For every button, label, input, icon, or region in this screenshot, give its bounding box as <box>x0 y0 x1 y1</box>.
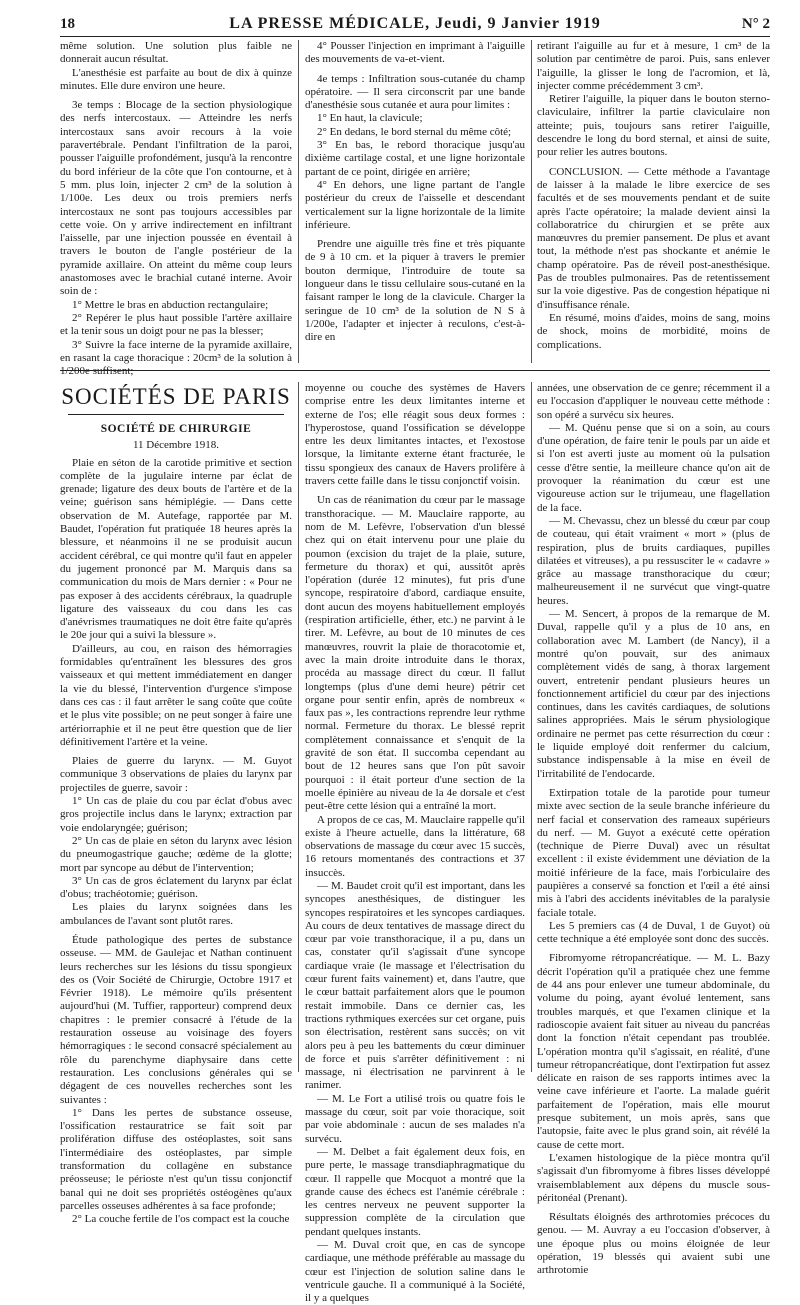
list-item: 3° Un cas de gros éclatement du larynx par éclat d'obus; trachéotomie; guérison. <box>60 874 292 901</box>
paragraph: — M. Le Fort a utilisé trois ou quatre fois le massage du cœur, soit par voie thoracique, soit par voie abdominale : aucun de ses malades n'a survécu. <box>305 1092 525 1145</box>
society-heading: SOCIÉTÉ DE CHIRURGIE <box>100 423 252 435</box>
paragraph: Prendre une aiguille très fine et très piquante de 9 à 10 cm. et la piquer à travers le premier bouton dermique, l'introduire de toute sa longueur dans le tissu cellulaire sous-cutané en la faisant ramper le long de la clavicule. Charger la seringue de 10 cm³ de la solution de N S à 1/200e, l'adapter et injecter à reculons, c'est-à-dire en <box>305 238 525 344</box>
list-item: 3° Suivre la face interne de la pyramide axillaire, en rasant la cage thoracique : 20cm³ de la solution à 1/200e suffisent; <box>60 338 292 378</box>
header-rule <box>60 36 770 37</box>
article-paragraph: Résultats éloignés des arthrotomies précoces du genou. — M. Auvray a eu l'occasion d'observer, à une époque plus ou moins éloignée de leur opération, 19 blessés qui avaient subi une arthrotomie <box>537 1211 770 1277</box>
list-item: 2° En dedans, le bord sternal du même côté; <box>317 125 512 138</box>
paragraph: — M. Quénu pense que si on a soin, au cours d'une opération, de faire tenir le pouls par un aide et si l'on est averti juste au moment où la pulsation cesse d'être sentie, la meilleure chance qu'on ait de provoquer la réanimation du cœur est une vigoureuse action sur le trijumeau, une flagellation de la face. <box>537 421 770 514</box>
column-divider <box>531 40 532 363</box>
paragraph: — M. Chevassu, chez un blessé du cœur par coup de couteau, qui était vraiment « mort » (plus de respiration, plus de bruits cardiaques, pupilles dilatées et vitreuses), a pu ressusciter le « cadavre » grâce au massage transthoracique du cœur; malheureusement il ne survécut que vingt-quatre heures. <box>537 514 770 607</box>
article-paragraph: Plaies de guerre du larynx. — M. Guyot communique 3 observations de plaies du larynx par projectiles de guerre, savoir : <box>60 755 292 794</box>
paragraph: 4e temps : Infiltration sous-cutanée du champ opératoire. — Il sera circonscrit par une bande d'anesthésie sous cutanée et aura pour limites : <box>305 72 525 112</box>
list-item: 4° Pousser l'injection en imprimant à l'aiguille des mouvements de va-et-vient. <box>305 40 525 66</box>
bottom-column-1 <box>60 382 292 1226</box>
list-item: 1° En haut, la clavicule; <box>317 112 423 125</box>
list-item: 3° En bas, le rebord thoracique jusqu'au dixième cartilage costal, et une ligne horizontale partant de ce point, dirigée en arrière; <box>305 139 525 178</box>
article-paragraph: Étude pathologique des pertes de substance osseuse. — MM. de Gaulejac et Nathan continuent leurs recherches sur les lésions du tissu spongieux des os (Voir Société de Chirurgie, Octobre 1917 et Février 1918). Le mémoire qu'ils présentent aujourd'hui (M. Tuffier, rapporteur) comprend deux chapitres : le premier consacré à l'étude de la restauration osseuse au voisinage des foyers hémorragiques : le second consacré spécialement au rôle du parenchyme diaphysaire dans cette restauration. Les conclusions générales qui se dégagent de ces nouvelles recherches sont les suivantes : <box>60 933 292 1106</box>
paragraph: L'anesthésie est parfaite au bout de dix à quinze minutes. Elle dure environ une heure. <box>60 66 292 92</box>
bottom-column-2 <box>305 382 525 1305</box>
article-paragraph: Plaie en séton de la carotide primitive et section complète de la jugulaire interne par éclat de grenade; ligature des deux bouts de l'artère et de la veine; guérison sans hémiplégie. — Dans cette observation de M. Autefage, rapportée par M. Baudet, l'opération fut pratiquée 18 heures après la blessure, et néanmoins il ne se produisit aucun accident cérébral, ce qui montre qu'il faut en appeler du jugement prononcé par M. Marquis dans sa communication du mois de Mars dernier : « Pour ne pas exposer à des accidents cérébraux, la quadruple ligature des vaisseaux du cou dans les cas d'anévrismes traumatiques ne doit être faite qu'après le 20e jour qui a suivi la blessure ». <box>60 456 292 642</box>
bottom-column-3 <box>537 382 770 1277</box>
column-divider <box>298 382 299 1072</box>
list-item: 2° Un cas de plaie en séton du larynx avec lésion du pneumogastrique gauche; œdème de la glotte; mort par syncope au début de l'intervention; <box>60 834 292 874</box>
list-item: 1° Un cas de plaie du cou par éclat d'obus avec gros projectile inclus dans le larynx; extraction par voie endolaryngée; guérison; <box>60 795 292 834</box>
summary-paragraph: En résumé, moins d'aides, moins de sang, moins de shock, moins de morbidité, moins de complications. <box>537 311 770 351</box>
conclusion-paragraph: CONCLUSION. — Cette méthode a l'avantage de laisser à la malade le libre exercice de ses facultés et de ses mouvements pendant et de suite après l'acte opératoire; la malade devient ainsi la collaboratrice du chirurgien et se prête aux manœuvres du premier pansement. De plus et avant tout, la méthode n'est pas shockante et anémie le champ opératoire. Pas de réveil post-anesthésique. Pas de troubles pulmonaires. Pas de retentissement sur la voie digestive. Pas de congestion hépatique ni d'insuffisance rénale. <box>537 165 770 311</box>
paragraph: — M. Sencert, à propos de la remarque de M. Duval, rappelle qu'il y a plus de 10 ans, en collaboration avec M. Lambert (de Nancy), il a montré qu'on pouvait, sur des animaux complètement vidés de sang, à thorax largement ouvert, entretenir pendant plusieurs heures un fonctionnement artificiel du cœur par des injections continues, dans les cavités cardiaques, de solutions salines appropriées. Mais le sérum physiologique ordinaire ne permet pas cette résurrection du cœur : le liquide employé doit renfermer du calcium, substance indispensable à la mise en éveil de l'irritabilité de l'endocarde. <box>537 608 770 780</box>
paragraph: même solution. Une solution plus faible ne donnerait aucun résultat. <box>60 40 292 66</box>
paragraph: — M. Baudet croit qu'il est important, dans les syncopes anesthésiques, de distinguer les syncopes respiratoires et les syncopes cardiaques. Au cours de deux tentatives de massage direct du cœur par voie transthoracique, il a pu, dans un cas, constater qu'il s'agissait d'une syncope cardiaque vraie (le massage et l'électrisation du cœur furent faits vainement) et, dans l'autre, que le cœur battait parfaitement alors que le poumon restait immobile. Dans ce dernier cas, les tractions rythmiques exercées sur cet organe, puis son électrisation, restèrent sans succès; on vit alors peu à peu les battements du cœur diminuer de force et puis s'arrêter définitivement : ni massage, ni électrisation ne parvinrent à le ranimer. <box>305 879 525 1092</box>
column-divider <box>298 40 299 363</box>
list-item: 4° En dehors, une ligne partant de l'angle postérieur du creux de l'aisselle et descendant verticalement sur la ligne horizontale de la limite inférieure. <box>305 178 525 231</box>
journal-title: LA PRESSE MÉDICALE, Jeudi, 9 Janvier 1919 <box>229 15 601 32</box>
list-item: 1° Dans les pertes de substance osseuse, l'ossification restauratrice se fait soit par prolifération diffuse des ostéoplastes, soit sans l'intermédiaire des ostéoplastes, par simple transformation du collagène en substance préosseuse; le périoste n'est qu'un tissu conjonctif banal qui ne doit ses propriétés ostéogènes qu'aux parcelles osseuses adhérentes à sa face profonde; <box>60 1106 292 1212</box>
session-date: 11 Décembre 1918. <box>132 439 220 452</box>
top-column-2 <box>305 40 525 363</box>
paragraph: — M. Delbet a fait également deux fois, en pure perte, le massage transdiaphragmatique du cœur. Il rappelle que Mocquot a montré que la grande cause des échecs est l'anémie cérébrale : les centres nerveux ne peuvent supporter la suppression complète de la circulation que pendant quelques instants. <box>305 1145 525 1238</box>
paragraph: 3e temps : Blocage de la section physiologique des nerfs intercostaux. — Atteindre les nerfs intercostaux sans avoir recours à la voie paravertébrale. Pendant l'infiltration de la paroi, pousser l'aiguille profondément, jusqu'à la rencontre du bord inférieur de la côte que l'on contourne, et à 5 mm. plus loin, injecter 2 cm³ de la solution à 1/100e. Les deux ou trois premiers nerfs intercostaux ne sont pas toujours accessibles par cette voie. On y arrive indirectement en infiltrant l'aisselle, par une injection poussée en éventail à travers le bouton de l'angle postérieur de la pyramide axillaire. On atteint du même coup leurs anastomoses avec le brachial cutané interne. Avoir soin de : <box>60 99 292 298</box>
article-paragraph: Fibromyome rétropancréatique. — M. L. Bazy décrit l'opération qu'il a pratiquée chez une femme de 44 ans pour enlever une tumeur abdominale, du volume du poing, ayant évolué lentement, sans troubles marqués, et que l'examen clinique et la radioscopie avaient fait situer au niveau du pancréas dont la fonction n'était cependant pas troublée. L'opération montra qu'il s'agissait, en réalité, d'une tumeur rétropancréatique, dont l'extirpation fut assez délicate en raison de ses rapports intimes avec la veine cave inférieure et l'aorte. La malade guérit parfaitement de l'opération, mais elle mourut presque subitement, un mois après, sans que l'autopsie, faite avec le plus grand soin, ait révélé la cause de cette mort. <box>537 952 770 1151</box>
page-number: 18 <box>60 16 75 32</box>
section-rule <box>60 370 770 371</box>
paragraph: L'examen histologique de la pièce montra qu'il s'agissait d'un fibromyome à fibres lisses développé vraisemblablement aux dépens du muscle sous-péritonéal (Prenant). <box>537 1151 770 1204</box>
list-item: 2° La couche fertile de l'os compact est la couche <box>72 1213 290 1226</box>
paragraph: Retirer l'aiguille, la piquer dans le bouton sterno-claviculaire, infiltrer la partie claviculaire non atteinte; puis, toujours sans retirer l'aiguille, descendre le long du bord sternal, et ainsi de suite, pour relier les autres boutons. <box>537 93 770 159</box>
paragraph: A propos de ce cas, M. Mauclaire rappelle qu'il existe à l'heure actuelle, dans la littérature, 68 observations de massage du cœur avec 15 succès, 16 retours momentanés des contractions et 37 insuccès. <box>305 813 525 879</box>
section-title: SOCIÉTÉS DE PARIS <box>61 384 291 409</box>
paragraph: années, une observation de ce genre; récemment il a eu l'occasion d'appliquer le nouveau cette méthode : son opéré a survécu six heures. <box>537 382 770 421</box>
running-header <box>60 14 770 34</box>
paragraph: moyenne ou couche des systèmes de Havers comprise entre les deux limitantes interne et externe de l'os; elle réagit sous deux formes : l'hyperostose, quand l'ossification se développe entre les deux limitantes intactes, et l'exostose lorsque, la limitante externe étant fracturée, le tissu spongieux des canaux de Havers prolifère à travers cette faille dans le tissu conjonctif voisin. <box>305 382 525 488</box>
paragraph: — M. Duval croit que, en cas de syncope cardiaque, une méthode préférable au massage du cœur est l'injection de solution saline dans le ventricule gauche. Il a communiqué à la Société, il y a quelques <box>305 1239 525 1305</box>
paragraph: Les 5 premiers cas (4 de Duval, 1 de Guyot) où cette technique a été employée sont donc des succès. <box>537 919 770 946</box>
top-column-1 <box>60 40 292 378</box>
article-paragraph: Extirpation totale de la parotide pour tumeur mixte avec section de la seule branche inférieure du nerf facial et conservation des rameaux supérieurs du nerf. — M. Guyot a exécuté cette opération (technique de Pierre Duval) avec un résultat excellent : il existe évidemment une déviation de la moitié inférieure de la face, mais l'orbiculaire des paupières a conservé sa fonction et l'œil a été ainsi mis à l'abri des accidents inévitables de la paralysie faciale totale. <box>537 786 770 919</box>
article-paragraph: Un cas de réanimation du cœur par le massage transthoracique. — M. Mauclaire rapporte, au nom de M. Lefèvre, l'observation d'un blessé chez qui on était intervenu pour une plaie du poumon (excision du trajet de la plaie, suture, fermeture du thorax) et qui, aussitôt après l'opération (durée 12 minutes), fut pris d'une syncope, respiratoire d'abord, cardiaque ensuite, dont aucun des moyens habituellement employés (respiration artificielle, éther, etc.) ne parvint à le tirer. M. Lefèvre, au bout de 10 minutes de ces manœuvres, rouvrit la plaie de thoracotomie et, avec la main droite introduite dans le thorax, procéda au massage direct du cœur. Il fallut longtemps (plus d'une demi heure) pétrir cet organe pour sentir enfin, après de nombreux « faux pas », les contractions reprendre leur rythme normal. Fermeture du thorax. Le blessé reprit complètement connaissance et s'enquit de la gravité de son état. Il succomba cependant au bout de 12 heures sans que l'on pût savoir pourquoi : il était porteur d'une section de la moelle épinière au niveau de la 4e dorsale et c'est peut-être cette lésion qui a entraîné la mort. <box>305 494 525 813</box>
issue-number: N° 2 <box>741 16 770 32</box>
paragraph: retirant l'aiguille au fur et à mesure, 1 cm³ de la solution par centimètre de paroi. Puis, sans enlever l'aiguille, la glisser le long de l'acromion, et là, injecter comme précédemment 3 cm³. <box>537 40 770 92</box>
column-divider <box>531 382 532 1072</box>
paragraph: Les plaies du larynx soignées dans les ambulances de l'avant sont plutôt rares. <box>60 901 292 927</box>
title-rule <box>68 414 284 415</box>
top-column-3 <box>537 40 770 363</box>
list-item: 2° Repérer le plus haut possible l'artère axillaire et la tenir sous un doigt pour ne pas la blesser; <box>60 311 292 338</box>
list-item: 1° Mettre le bras en abduction rectangulaire; <box>72 298 269 311</box>
paragraph: D'ailleurs, au cou, en raison des hémorragies formidables qu'entraînent les blessures des gros vaisseaux et qui mettent immédiatement en danger la vie du blessé, l'intervention d'urgence s'impose dans ces cas : il faut arrêter le sang coûte que coûte et le plus vite possible; on ne peut songer à faire une artériorraphie et il ne peut être question que de lier définitivement l'artère et la veine. <box>60 642 292 748</box>
